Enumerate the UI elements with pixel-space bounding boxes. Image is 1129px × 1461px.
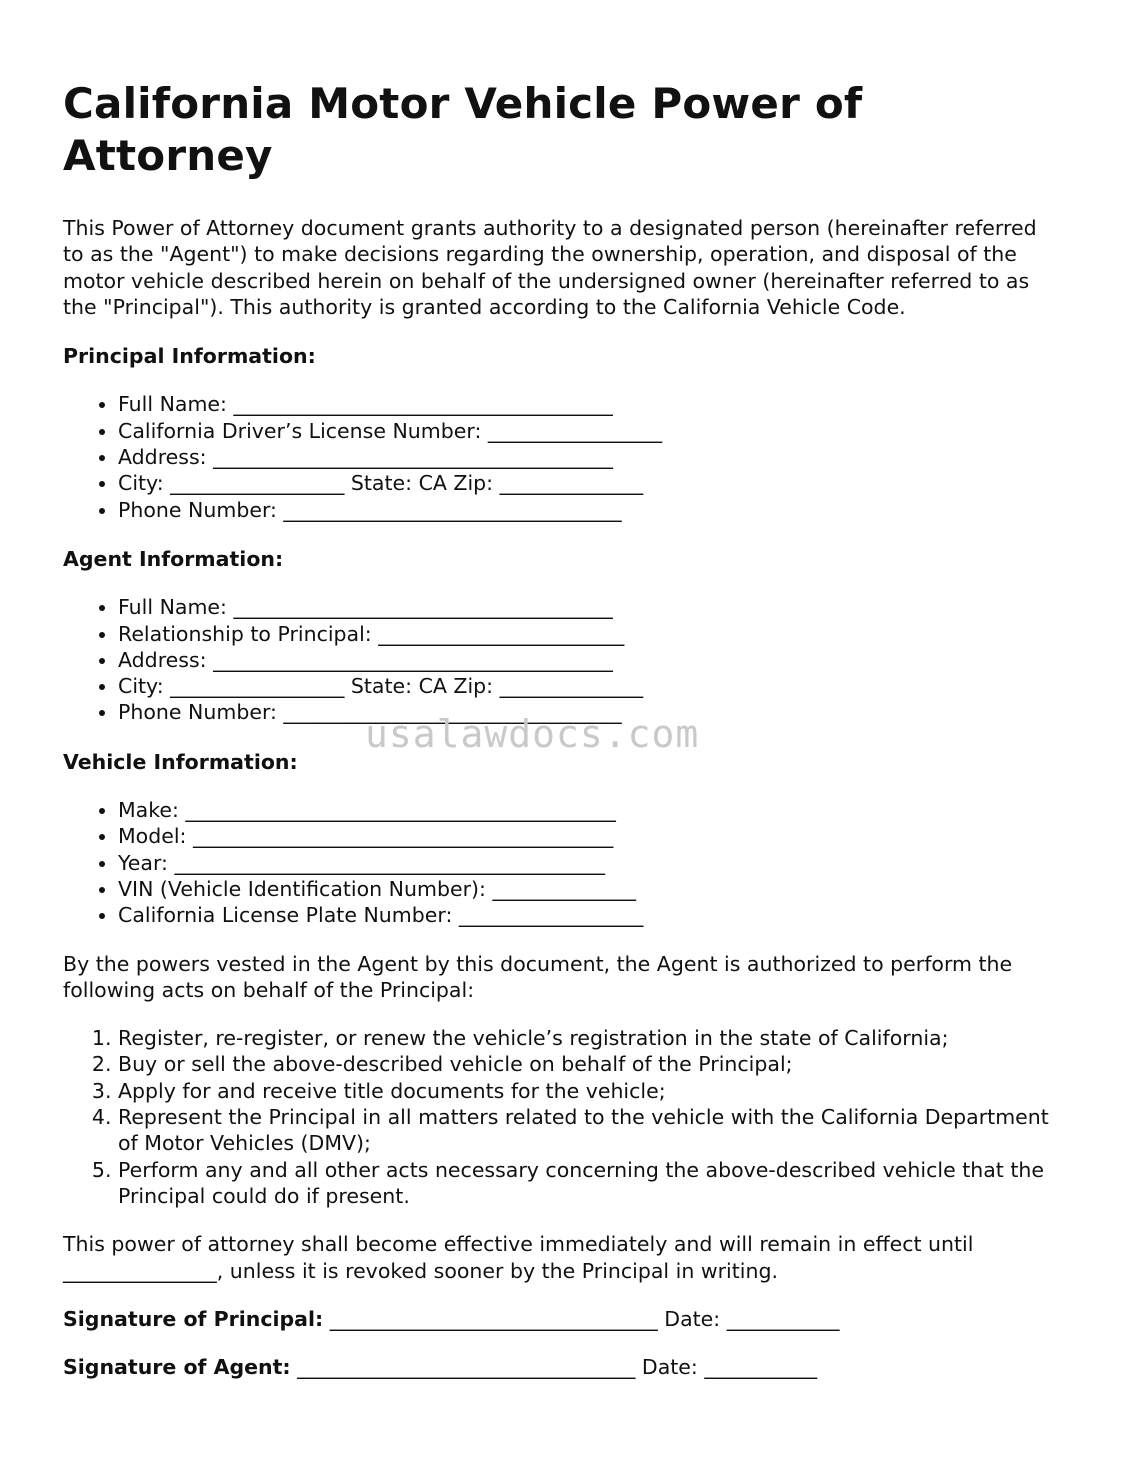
principal-phone-field: • Phone Number: _________________________________ xyxy=(118,497,1063,523)
vehicle-year-field: • Year: __________________________________________ xyxy=(118,850,1063,876)
principal-signature-label: Signature of Principal: xyxy=(63,1306,324,1331)
principal-city-state-zip-field: • City: _________________ State: CA Zip: ______________ xyxy=(118,470,1063,496)
principal-signature-line xyxy=(63,1306,1063,1332)
agent-signature-line xyxy=(63,1354,1063,1380)
agent-fields-list xyxy=(63,594,1063,725)
effective-date-paragraph: This power of attorney shall become effective immediately and will remain in effect until _______________, unless it is revoked sooner by the Principal in writing. xyxy=(63,1232,974,1283)
vehicle-heading: Vehicle Information: xyxy=(63,749,298,774)
principal-heading: Principal Information: xyxy=(63,344,316,369)
principal-fields-list xyxy=(63,391,1063,522)
power-item: 2. Buy or sell the above-described vehicle on behalf of the Principal; xyxy=(118,1051,1063,1077)
agent-address-field: • Address: _______________________________________ xyxy=(118,647,1063,673)
vehicle-plate-field: • California License Plate Number: __________________ xyxy=(118,902,1063,928)
principal-full-name-field: • Full Name: _____________________________________ xyxy=(118,391,1063,417)
vehicle-model-field: • Model: _________________________________________ xyxy=(118,823,1063,849)
document-page xyxy=(63,78,1063,1380)
powers-list xyxy=(63,1025,1063,1209)
power-item: 1. Register, re-register, or renew the vehicle’s registration in the state of California; xyxy=(118,1025,1063,1051)
vehicle-fields-list xyxy=(63,797,1063,928)
agent-signature-blank: _________________________________ Date: ___________ xyxy=(290,1355,818,1380)
principal-address-field: • Address: _______________________________________ xyxy=(118,444,1063,470)
vehicle-make-field: • Make: __________________________________________ xyxy=(118,797,1063,823)
watermark-text: usalawdocs.com xyxy=(365,712,700,756)
principal-signature-blank: ________________________________ Date: ___________ xyxy=(323,1306,840,1331)
agent-full-name-field: • Full Name: _____________________________________ xyxy=(118,594,1063,620)
power-item: 5. Perform any and all other acts necessary concerning the above-described vehicle that the Principal could do if present. xyxy=(118,1157,1063,1210)
agent-heading: Agent Information: xyxy=(63,546,284,571)
agent-city-state-zip-field: • City: _________________ State: CA Zip: ______________ xyxy=(118,673,1063,699)
agent-relationship-field: • Relationship to Principal: ________________________ xyxy=(118,621,1063,647)
agent-signature-label: Signature of Agent: xyxy=(63,1355,291,1380)
page-title: California Motor Vehicle Power of Attorney xyxy=(63,79,863,180)
intro-paragraph: This Power of Attorney document grants authority to a designated person (hereinafter referred to as the "Agent") to make decisions regarding the ownership, operation, and disposal of the motor vehicle described herein on behalf of the undersigned owner (hereinafter referred to as the "Principal"). This authority is granted according to the California Vehicle Code. xyxy=(63,216,1037,319)
vehicle-vin-field: • VIN (Vehicle Identification Number): ______________ xyxy=(118,876,1063,902)
powers-intro-paragraph: By the powers vested in the Agent by this document, the Agent is authorized to perform the following acts on behalf of the Principal: xyxy=(63,951,1013,1002)
principal-license-field: • California Driver’s License Number: _________________ xyxy=(118,418,1063,444)
agent-phone-field: • Phone Number: _________________________________ xyxy=(118,699,1063,725)
power-item: 4. Represent the Principal in all matters related to the vehicle with the California Department of Motor Vehicles (DMV); xyxy=(118,1104,1063,1157)
power-item: 3. Apply for and receive title documents for the vehicle; xyxy=(118,1078,1063,1104)
